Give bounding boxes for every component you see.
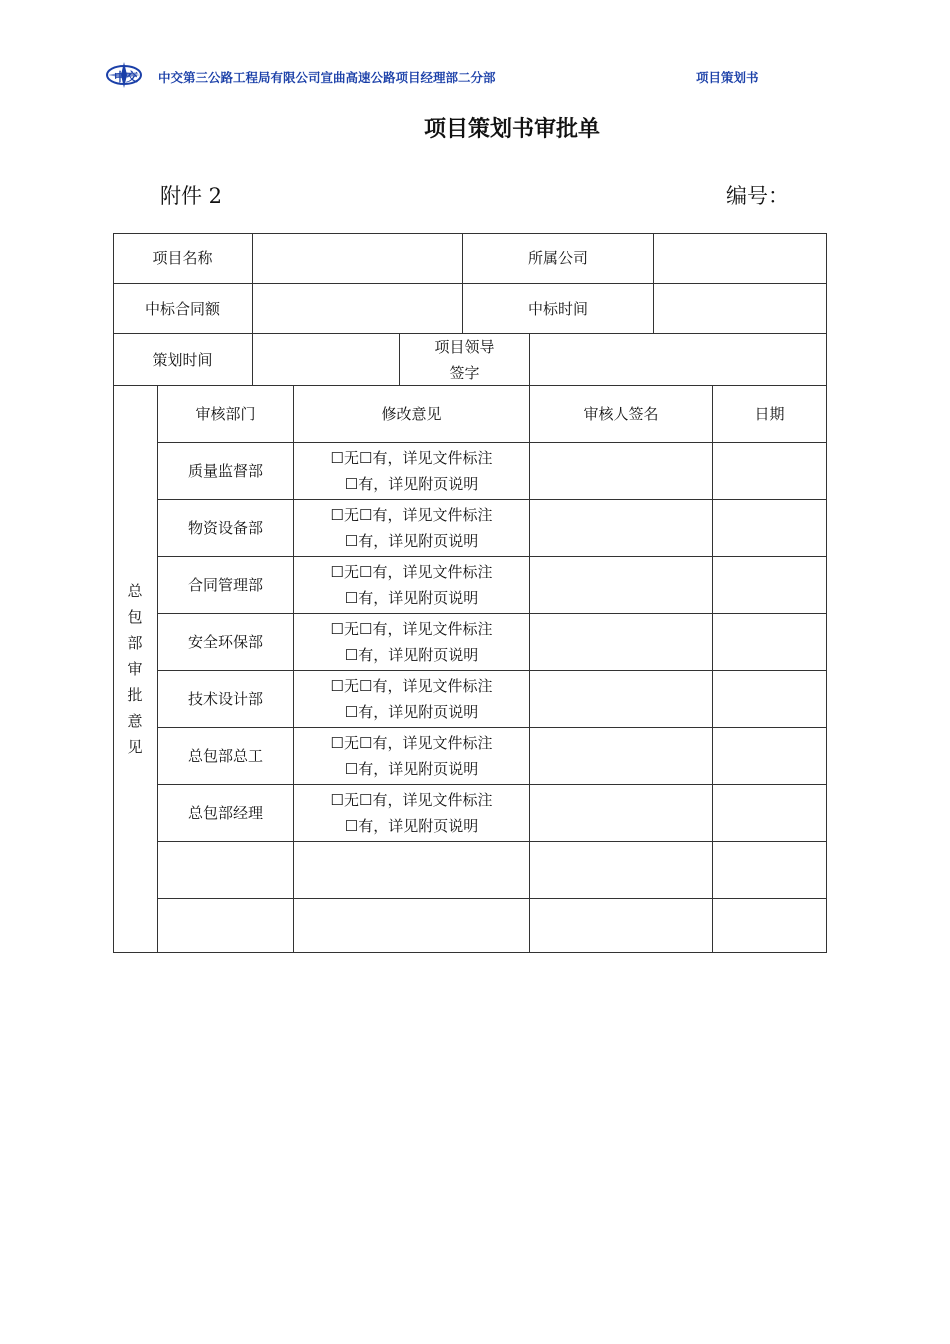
opinion-line-2[interactable]: ☐有，详见附页说明: [344, 589, 479, 607]
opinion-line-2[interactable]: ☐有，详见附页说明: [344, 817, 479, 835]
col-header-opinion: 修改意见: [294, 386, 530, 443]
opinion-line-2[interactable]: ☐有，详见附页说明: [344, 703, 479, 721]
number-label: 编号：: [726, 184, 789, 208]
company-name: 中交第三公路工程局有限公司宣曲高速公路项目经理部二分部: [158, 70, 496, 85]
opinion-cell[interactable]: [294, 614, 530, 671]
signature-cell[interactable]: [530, 728, 713, 785]
opinion-cell[interactable]: [294, 842, 530, 899]
contract-amount-field[interactable]: [253, 284, 463, 334]
opinion-line-1[interactable]: ☐无☐有，详见文件标注: [330, 506, 493, 524]
department-cell: 技术设计部: [158, 671, 294, 728]
opinion-line-1[interactable]: ☐无☐有，详见文件标注: [330, 791, 493, 809]
side-label-char: 意: [127, 712, 143, 730]
leader-sign-line2: 签字: [449, 363, 480, 382]
opinion-cell[interactable]: [294, 785, 530, 842]
department-cell: 合同管理部: [158, 557, 294, 614]
date-cell[interactable]: [713, 500, 827, 557]
side-label-char: 总: [127, 582, 143, 600]
col-header-signature: 审核人签名: [530, 386, 713, 443]
approval-side-label: [113, 386, 158, 953]
signature-cell[interactable]: [530, 842, 713, 899]
opinion-cell[interactable]: [294, 500, 530, 557]
plan-time-label: 策划时间: [113, 334, 253, 386]
department-cell: 总包部经理: [158, 785, 294, 842]
opinion-line-2[interactable]: ☐有，详见附页说明: [344, 646, 479, 664]
department-cell: 质量监督部: [158, 443, 294, 500]
opinion-cell[interactable]: [294, 899, 530, 953]
department-cell: [158, 899, 294, 953]
col-header-department: 审核部门: [158, 386, 294, 443]
date-cell[interactable]: [713, 614, 827, 671]
opinion-line-1[interactable]: ☐无☐有，详见文件标注: [330, 449, 493, 467]
opinion-cell[interactable]: [294, 443, 530, 500]
signature-cell[interactable]: [530, 785, 713, 842]
department-cell: 总包部总工: [158, 728, 294, 785]
side-label-char: 见: [127, 738, 143, 756]
signature-cell[interactable]: [530, 443, 713, 500]
opinion-line-2[interactable]: ☐有，详见附页说明: [344, 760, 479, 778]
leader-sign-label: [400, 334, 530, 386]
date-cell[interactable]: [713, 443, 827, 500]
date-cell[interactable]: [713, 899, 827, 953]
bid-time-field[interactable]: [654, 284, 827, 334]
attachment-label: 附件 2: [160, 184, 223, 208]
side-label-char: 批: [127, 686, 143, 704]
date-cell[interactable]: [713, 557, 827, 614]
company-label: 所属公司: [463, 233, 654, 284]
date-cell[interactable]: [713, 785, 827, 842]
leader-sign-field[interactable]: [530, 334, 827, 386]
opinion-cell[interactable]: [294, 728, 530, 785]
contract-amount-label: 中标合同额: [113, 284, 253, 334]
plan-time-field[interactable]: [253, 334, 400, 386]
date-cell[interactable]: [713, 842, 827, 899]
signature-cell[interactable]: [530, 557, 713, 614]
signature-cell[interactable]: [530, 899, 713, 953]
opinion-cell[interactable]: [294, 671, 530, 728]
opinion-line-2[interactable]: ☐有，详见附页说明: [344, 475, 479, 493]
project-name-label: 项目名称: [113, 233, 253, 284]
leader-sign-line1: 项目领导: [434, 337, 495, 356]
opinion-cell[interactable]: [294, 557, 530, 614]
logo-text: 中交: [114, 70, 139, 84]
opinion-line-1[interactable]: ☐无☐有，详见文件标注: [330, 563, 493, 581]
date-cell[interactable]: [713, 671, 827, 728]
opinion-line-2[interactable]: ☐有，详见附页说明: [344, 532, 479, 550]
opinion-line-1[interactable]: ☐无☐有，详见文件标注: [330, 620, 493, 638]
opinion-line-1[interactable]: ☐无☐有，详见文件标注: [330, 677, 493, 695]
signature-cell[interactable]: [530, 500, 713, 557]
page-title: 项目策划书审批单: [423, 117, 600, 142]
side-label-char: 部: [127, 634, 143, 652]
company-field[interactable]: [654, 233, 827, 284]
date-cell[interactable]: [713, 728, 827, 785]
department-cell: 物资设备部: [158, 500, 294, 557]
document-name: 项目策划书: [696, 70, 759, 85]
bid-time-label: 中标时间: [463, 284, 654, 334]
project-name-field[interactable]: [253, 233, 463, 284]
signature-cell[interactable]: [530, 614, 713, 671]
page-header: [104, 60, 784, 92]
col-header-date: 日期: [713, 386, 827, 443]
department-cell: [158, 842, 294, 899]
opinion-line-1[interactable]: ☐无☐有，详见文件标注: [330, 734, 493, 752]
side-label-char: 审: [127, 660, 143, 678]
signature-cell[interactable]: [530, 671, 713, 728]
side-label-char: 包: [127, 608, 143, 626]
department-cell: 安全环保部: [158, 614, 294, 671]
